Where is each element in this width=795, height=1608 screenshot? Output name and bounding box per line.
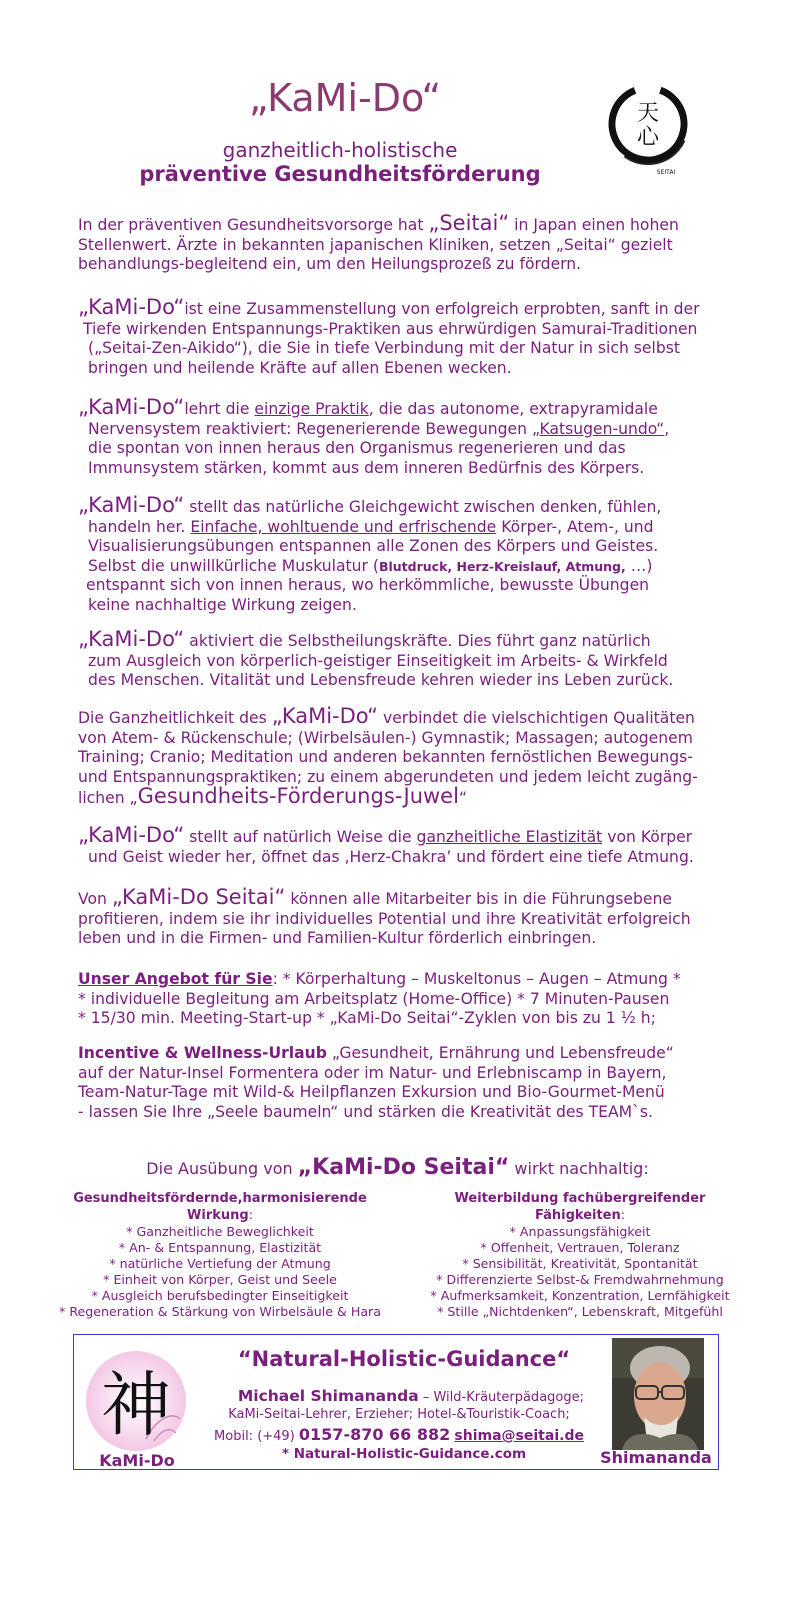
paragraph-holism: Die Ganzheitlichkeit des „KaMi-Do“ verbindet die vielschichtigen Qualitäten von Atem- & Rückenschule; (Wirbelsäulen-) Gymnastik; Massagen; autogenem Training; Cranio; Meditation und anderen bekannten fernöstlichen Bewegungs- und Entspannungspraktiken; zu einem abgerundeten und jedem leicht zugäng- lichen „Gesundheits-Förderungs-Juwel“ [78,704,698,808]
photo-caption: Shimananda [600,1448,712,1467]
logo-glyph-top: 天 [636,101,660,126]
offer-heading: Unser Angebot für Sie [78,970,273,988]
kami-symbol-image [84,1349,188,1453]
list-item: * natürliche Vertiefung der Atmung [109,1256,331,1271]
health-effects-column: Gesundheitsfördernde,harmonisierende Wirkung: * Ganzheitliche Beweglichkeit * An- & Entspannung, Elastizität * natürliche Vertiefung der Atmung * Einheit von Körper, Geist und Seele * Ausgleich berufsbedingter Einseitigkeit * Regeneration & Stärkung von Wirbelsäule & Hara [40,1191,400,1320]
offer-section: Unser Angebot für Sie: * Körperhaltung – Muskeltonus – Augen – Atmung * * individuelle Begleitung am Arbeitsplatz (Home-Office) * 7 Minuten-Pausen * 15/30 min. Meeting-Start-up * „KaMi-Do Seitai“-Zyklen von bis zu 1 ½ h; [78,970,681,1027]
paragraph-kamido-intro: „KaMi-Do“ist eine Zusammenstellung von erfolgreich erprobten, sanft in der Tiefe wirkenden Entspannungs-Praktiken aus ehrwürdigen Samurai-Traditionen („Seitai-Zen-Aikido“), die Sie in tiefe Verbindung mit der Natur in sich selbst bringen und heilende Kräfte auf allen Ebenen wecken. [78,295,700,377]
paragraph-elasticity: „KaMi-Do“ stellt auf natürlich Weise die ganzheitliche Elastizität von Körper und Geist wieder her, öffnet das ‚Herz-Chakra’ und fördert eine tiefe Atmung. [78,823,694,866]
health-effects-heading: Gesundheitsfördernde,harmonisierende [73,1191,367,1206]
contact-box [73,1334,719,1470]
contact-line: Mobil: (+49) 0157-870 66 882 shima@seitai.de [214,1425,584,1444]
list-item: * Einheit von Körper, Geist und Seele [103,1272,337,1287]
tagline: “Natural-Holistic-Guidance“ [237,1347,571,1371]
list-item: * Ganzheitliche Beweglichkeit [126,1224,314,1239]
paragraph-seitai: In der präventiven Gesundheitsvorsorge hat „Seitai“ in Japan einen hohen Stellenwert. Ärzte in bekannten japanischen Kliniken, setzen „Seitai“ gezielt behandlungs-begleitend ein, um den Heilungsprozeß zu fördern. [78,211,679,273]
list-item: * An- & Entspannung, Elastizität [118,1240,322,1255]
list-item: * Anpassungsfähigkeit [509,1224,651,1239]
list-item: * Differenzierte Selbst-& Fremdwahrnehmung [436,1272,724,1287]
incentive-section: Incentive & Wellness-Urlaub „Gesundheit, Ernährung und Lebensfreude“ auf der Natur-Insel Formentera oder im Natur- und Erlebniscamp in Bayern, Team-Natur-Tage mit Wild-& Heilpflanzen Exkursion und Bio-Gourmet-Menü - lassen Sie Ihre „Seele baumeln“ und stärken die Kreativität des TEAM`s. [78,1044,674,1121]
website-link[interactable]: * Natural-Holistic-Guidance.com [281,1446,527,1462]
seitai-logo [604,82,694,178]
contact-name: Michael Shimananda [237,1387,419,1405]
skills-column: Weiterbildung fachübergreifender Fähigkeiten: * Anpassungsfähigkeit * Offenheit, Vertrauen, Toleranz * Sensibilität, Kreativität, Spontanität * Differenzierte Selbst-& Fremdwahrnehmung * Aufmerksamkeit, Konzentration, Lernfähigkeit * Stille „Nichtdenken“, Lebenskraft, Mitgefühl [410,1191,750,1320]
phone-number[interactable]: 0157-870 66 882 [298,1425,451,1444]
email-link[interactable]: shima@seitai.de [454,1428,584,1444]
effect-heading: Die Ausübung von „KaMi-Do Seitai“ wirkt nachhaltig: [146,1155,649,1180]
kami-glyph: 神 [101,1364,171,1446]
contact-name-line: Michael Shimananda – Wild-Kräuterpädagoge; [237,1387,584,1405]
paragraph-kamido-healing: „KaMi-Do“ aktiviert die Selbstheilungskräfte. Dies führt ganz natürlich zum Ausgleich von körperlich-geistiger Einseitigkeit im Arbeits- & Wirkfeld des Menschen. Vitalität und Lebensfreude kehren wieder ins Leben zurück. [78,627,674,689]
list-item: * Stille „Nichtdenken“, Lebenskraft, Mitgefühl [437,1304,723,1319]
list-item: * Sensibilität, Kreativität, Spontanität [462,1256,698,1271]
paragraph-employees: Von „KaMi-Do Seitai“ können alle Mitarbeiter bis in die Führungsebene profitieren, indem sie ihr individuelles Potential und ihre Kreativität erfolgreich leben und in die Firmen- und Familien-Kultur förderlich einbringen. [78,885,691,947]
list-item: * Regeneration & Stärkung von Wirbelsäule & Hara [59,1304,381,1319]
page-title: „KaMi-Do“ [248,76,442,120]
skills-heading: Weiterbildung fachübergreifender [454,1191,706,1206]
contact-roles: KaMi-Seitai-Lehrer, Erzieher; Hotel-&Touristik-Coach; [228,1407,570,1422]
paragraph-kamido-praktik: „KaMi-Do“lehrt die einzige Praktik, die das autonome, extrapyramidale Nervensystem reaktiviert: Regenerierende Bewegungen „Katsugen-undo“, die spontan von innen heraus den Organismus regenerieren und das Immunsystem stärken, kommt aus dem inneren Bedürfnis des Körpers. [78,395,670,477]
incentive-heading: Incentive & Wellness-Urlaub [78,1044,327,1062]
list-item: * Aufmerksamkeit, Konzentration, Lernfähigkeit [430,1288,730,1303]
page-subtitle: ganzheitlich-holistische [222,138,458,162]
logo-caption: SEITAI [656,169,676,176]
list-item: * Ausgleich berufsbedingter Einseitigkeit [91,1288,349,1303]
portrait-photo [612,1338,704,1450]
kami-caption: KaMi-Do [99,1451,175,1470]
logo-glyph-bottom: 心 [636,125,660,150]
paragraph-kamido-balance: „KaMi-Do“ stellt das natürliche Gleichgewicht zwischen denken, fühlen, handeln her. Einfache, wohltuende und erfrischende Körper-, Atem-, und Visualisierungsübungen entspannen alle Zonen des Körpers und Geistes. Selbst die unwillkürliche Muskulatur (Blutdruck, Herz-Kreislauf, Atmung, …) entspannt sich von innen heraus, wo herkömmliche, bewusste Übungen keine nachhaltige Wirkung zeigen. [78,493,662,614]
page-subtitle-bold: präventive Gesundheitsförderung [139,162,541,186]
list-item: * Offenheit, Vertrauen, Toleranz [480,1240,680,1255]
